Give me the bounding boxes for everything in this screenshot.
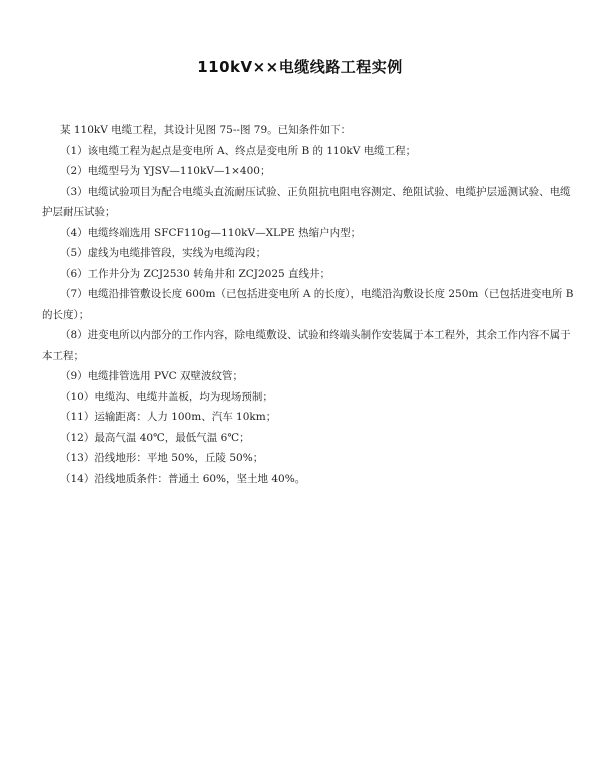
condition-item-9: （9）电缆排管选用 PVC 双壁波纹管； [60, 370, 244, 382]
condition-item-2: （2）电缆型号为 YJSV—110kV—1×400； [60, 165, 271, 177]
condition-item-5: （5）虚线为电缆排管段，实线为电缆沟段； [60, 247, 267, 259]
condition-item-8: （8）进变电所以内部分的工作内容，除电缆敷设、试验和终端头制作安装属于本工程外，其余工作内容不属于本工程； [42, 329, 571, 362]
condition-item-6: （6）工作井分为 ZCJ2530 转角井和 ZCJ2025 直线井； [60, 267, 331, 280]
document-title: 110kV××电缆线路工程实例 [197, 58, 403, 76]
condition-item-14: （14）沿线地质条件：普通土 60%，坚土地 40%。 [60, 472, 306, 485]
condition-item-3: （3）电缆试验项目为配合电缆头直流耐压试验、正负阻抗电阻电容测定、绝阻试验、电缆护层遥测试验、电缆护层耐压试验； [42, 185, 571, 218]
condition-item-4: （4）电缆终端选用 SFCF110g—110kV—XLPE 热缩户内型； [60, 226, 362, 239]
condition-item-1: （1）该电缆工程为起点是变电所 A、终点是变电所 B 的 110kV 电缆工程； [60, 144, 417, 157]
condition-item-11: （11）运输距离：人力 100m、汽车 10km； [60, 411, 277, 423]
condition-item-10: （10）电缆沟、电缆井盖板，均为现场预制； [60, 390, 273, 403]
condition-item-13: （13）沿线地形：平地 50%，丘陵 50%； [60, 452, 264, 464]
document-body [42, 120, 574, 489]
intro-paragraph: 某 110kV 电缆工程，其设计见图 75--图 79。已知条件如下： [60, 124, 352, 136]
condition-item-7: （7）电缆沿排管敷设长度 600m（已包括进变电所 A 的长度），电缆沿沟敷设长度 250m（已包括进变电所 B 的长度）； [42, 288, 574, 321]
condition-item-12: （12）最高气温 40℃，最低气温 6℃； [60, 431, 250, 444]
